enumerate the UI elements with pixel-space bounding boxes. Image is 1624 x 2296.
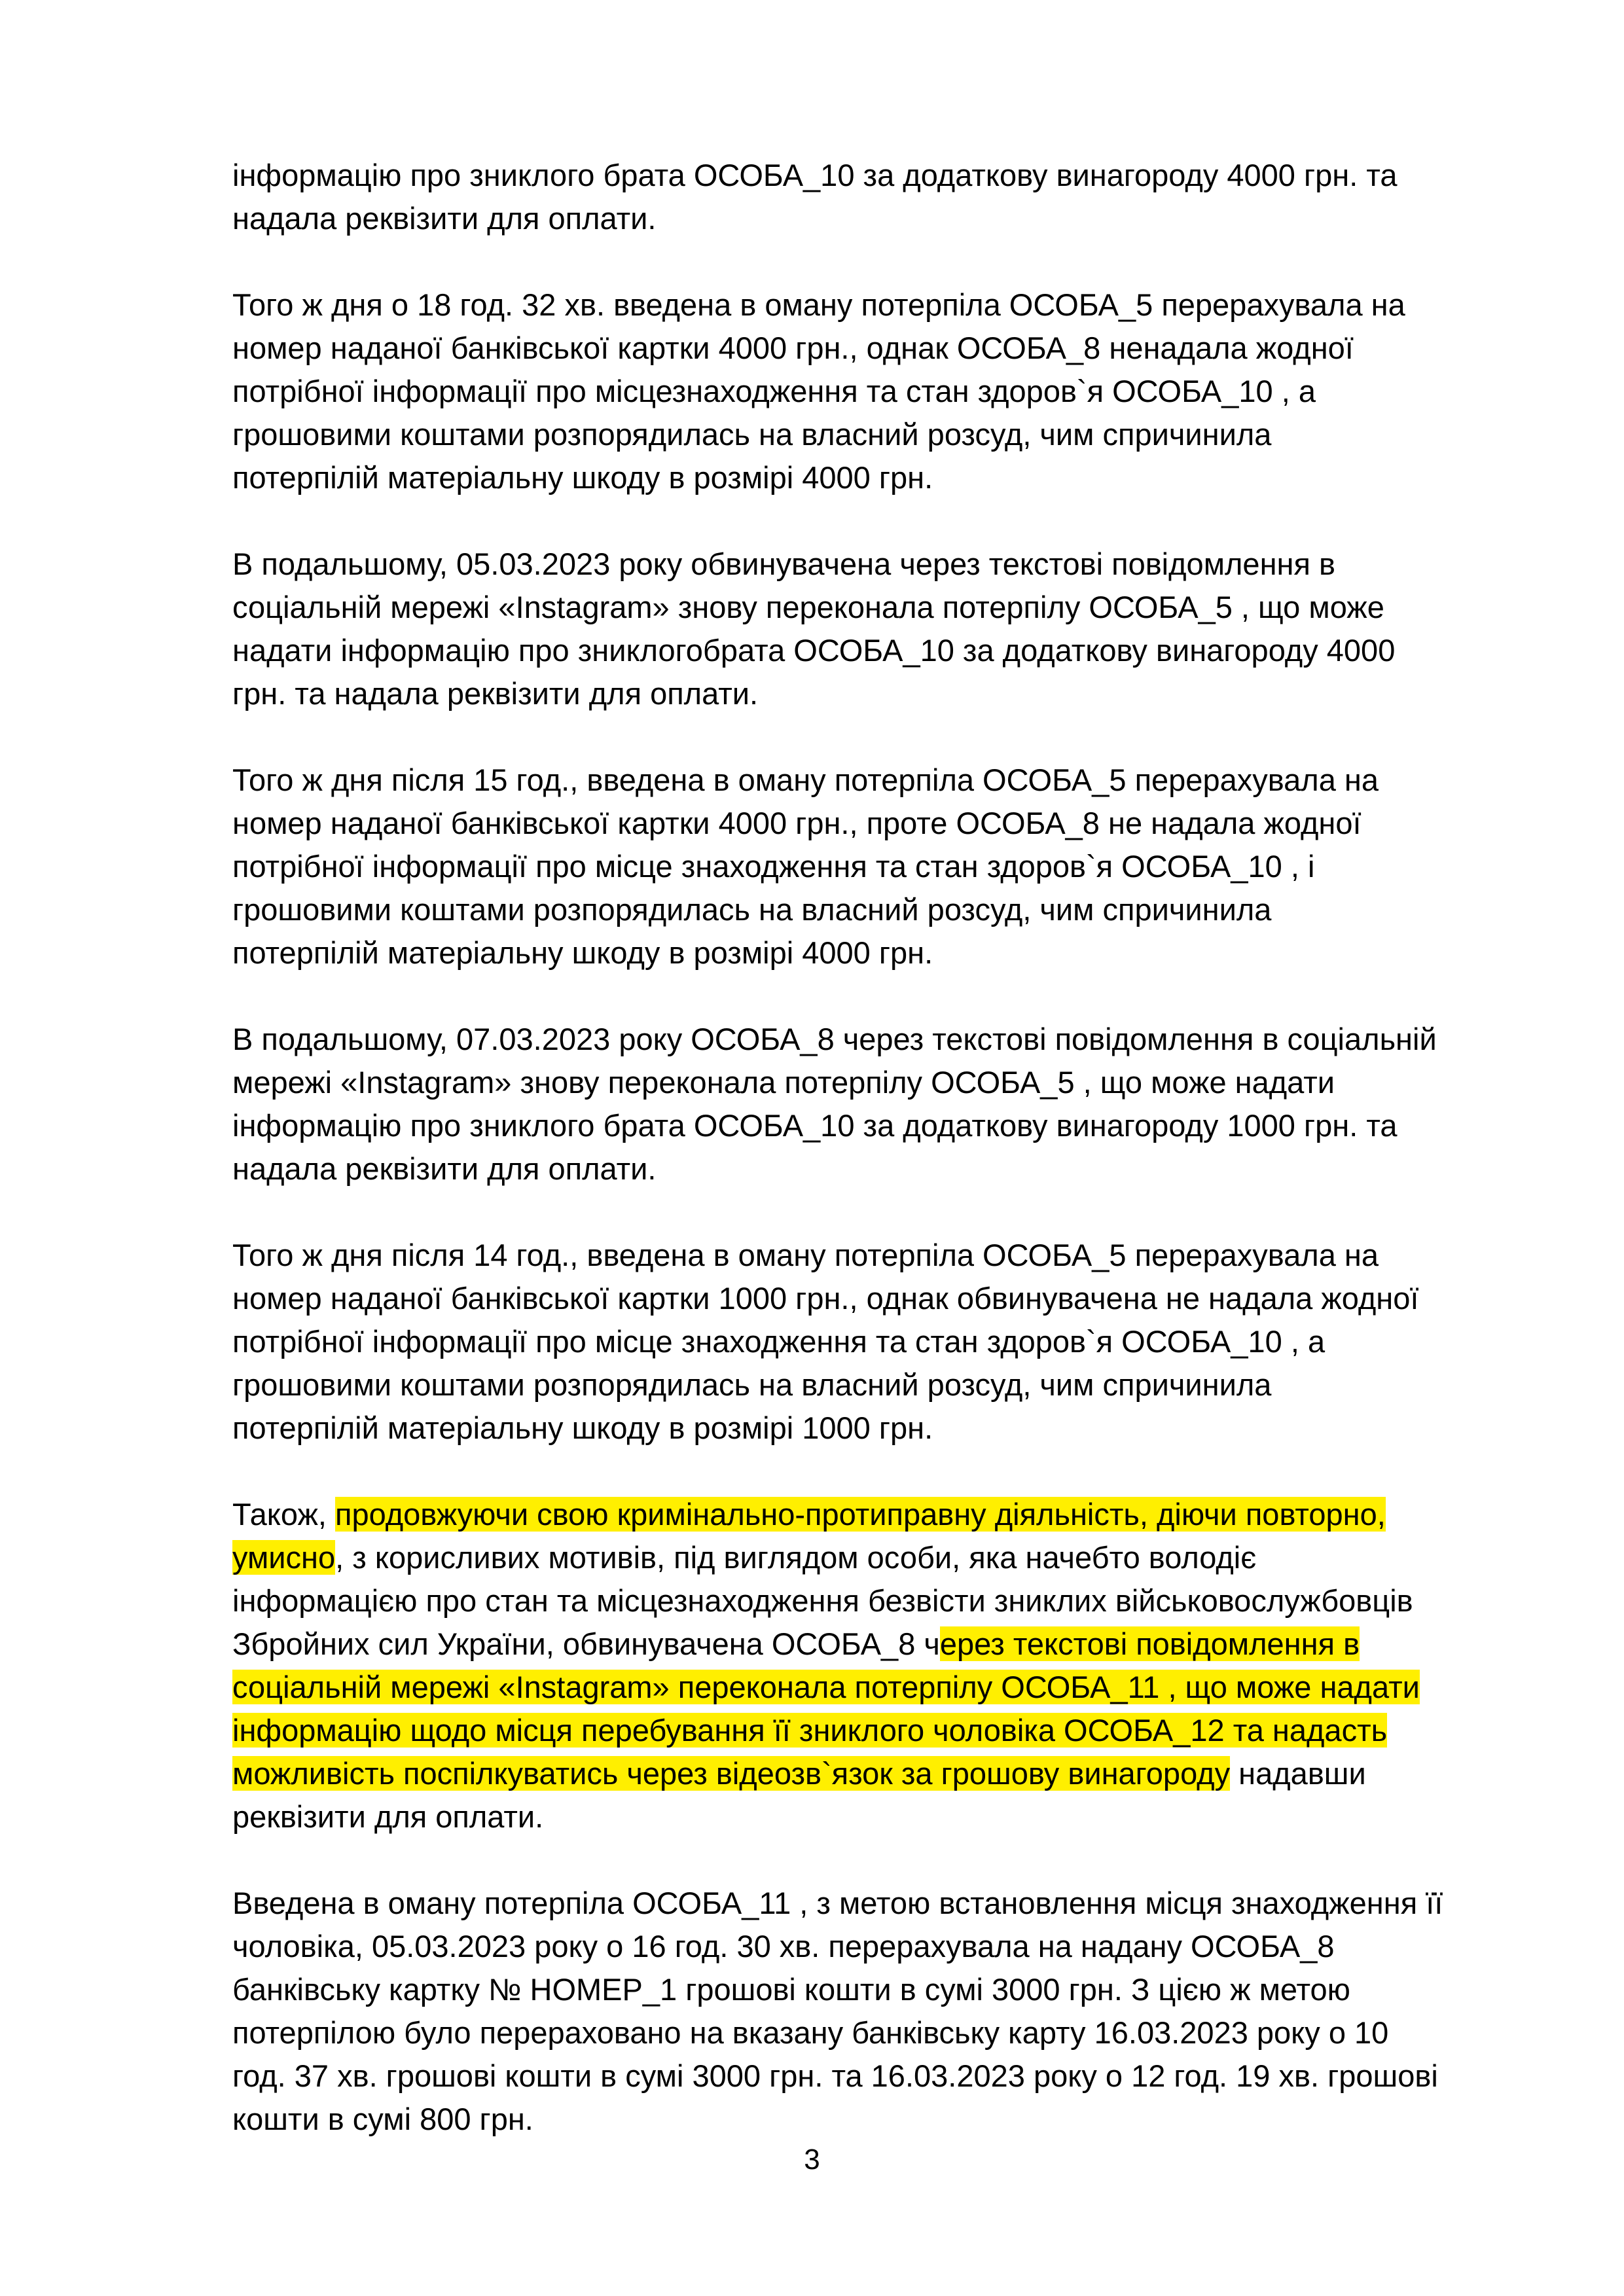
text-line	[232, 1666, 1515, 1709]
text-line: банківську картку № НОМЕР_1 грошові кошти в сумі 3000 грн. З цією ж метою	[232, 1972, 1350, 2007]
highlighted-text: продовжуючи свою кримінально-протиправну діяльність, діючи повторно,	[335, 1497, 1386, 1532]
text-line: потерпілій матеріальну шкоду в розмірі 1000 грн.	[232, 1410, 933, 1445]
paragraph	[232, 154, 1515, 240]
text-line: потрібної інформації про місце знаходження та стан здоров`я ОСОБА_10 , і	[232, 849, 1315, 884]
paragraph	[232, 543, 1515, 715]
paragraph	[232, 1018, 1515, 1191]
text-line: В подальшому, 07.03.2023 року ОСОБА_8 через текстові повідомлення в соціальній	[232, 1022, 1437, 1056]
text-line: Того ж дня о 18 год. 32 хв. введена в оману потерпіла ОСОБА_5 перерахувала на	[232, 287, 1405, 322]
paragraph	[232, 759, 1515, 975]
text-line: інформацію про зниклого брата ОСОБА_10 за додаткову винагороду 1000 грн. та	[232, 1108, 1398, 1143]
paragraph	[232, 283, 1515, 499]
text-line: надала реквізити для оплати.	[232, 1151, 657, 1186]
text-line: год. 37 хв. грошові кошти в сумі 3000 грн. та 16.03.2023 року о 12 год. 19 хв. грошові	[232, 2058, 1438, 2093]
paragraph	[232, 1493, 1515, 1839]
document-body	[232, 154, 1515, 2184]
text-line: Того ж дня після 15 год., введена в оману потерпіла ОСОБА_5 перерахувала на	[232, 762, 1379, 797]
text-segment: надавши	[1230, 1756, 1366, 1791]
text-line: Того ж дня після 14 год., введена в оману потерпіла ОСОБА_5 перерахувала на	[232, 1238, 1379, 1272]
text-line: мережі «Instagram» знову переконала потерпілу ОСОБА_5 , що може надати	[232, 1065, 1335, 1100]
text-line: надала реквізити для оплати.	[232, 201, 657, 236]
text-line	[232, 1493, 1515, 1536]
text-segment: Збройних сил України, обвинувачена ОСОБА_8 ч	[232, 1626, 940, 1661]
text-line: потрібної інформації про місцезнаходження та стан здоров`я ОСОБА_10 , а	[232, 374, 1316, 408]
highlighted-text: можливість поспілкуватись через відеозв`язок за грошову винагороду	[232, 1756, 1231, 1791]
text-line: Введена в оману потерпіла ОСОБА_11 , з метою встановлення місця знаходження її	[232, 1886, 1443, 1920]
text-line	[232, 1709, 1515, 1752]
text-line: потерпілою було перераховано на вказану банківську карту 16.03.2023 року о 10	[232, 2015, 1389, 2050]
paragraph	[232, 1882, 1515, 2141]
text-line: реквізити для оплати.	[232, 1799, 544, 1834]
highlighted-text: інформацію щодо місця перебування її зниклого чоловіка ОСОБА_12 та надасть	[232, 1713, 1388, 1748]
text-line: потерпілій матеріальну шкоду в розмірі 4000 грн.	[232, 460, 933, 495]
text-line: соціальній мережі «Instagram» знову переконала потерпілу ОСОБА_5 , що може	[232, 590, 1384, 624]
text-line: чоловіка, 05.03.2023 року о 16 год. 30 хв. перерахувала на надану ОСОБА_8	[232, 1929, 1335, 1964]
text-line: В подальшому, 05.03.2023 року обвинувачена через текстові повідомлення в	[232, 547, 1335, 581]
text-line: потрібної інформації про місце знаходження та стан здоров`я ОСОБА_10 , а	[232, 1324, 1326, 1359]
highlighted-text: умисно	[232, 1540, 336, 1575]
text-line: номер наданої банківської картки 4000 грн., однак ОСОБА_8 ненадала жодної	[232, 331, 1354, 365]
paragraph	[232, 1234, 1515, 1450]
text-line	[232, 1623, 1515, 1666]
text-line	[232, 1752, 1515, 1795]
text-line: грошовими коштами розпорядилась на власний розсуд, чим спричинила	[232, 417, 1272, 452]
text-line: інформацією про стан та місцезнаходження безвісти зниклих військовослужбовців	[232, 1583, 1413, 1618]
highlighted-text: ерез текстові повідомлення в	[939, 1626, 1360, 1661]
text-segment: , з корисливих мотивів, під виглядом особи, яка начебто володіє	[335, 1540, 1257, 1575]
text-line	[232, 1536, 1515, 1579]
highlighted-text: соціальній мережі «Instagram» переконала потерпілу ОСОБА_11 , що може надати	[232, 1670, 1420, 1704]
text-line: грн. та надала реквізити для оплати.	[232, 676, 759, 711]
text-line: грошовими коштами розпорядилась на власний розсуд, чим спричинила	[232, 1367, 1272, 1402]
text-line: номер наданої банківської картки 1000 грн., однак обвинувачена не надала жодної	[232, 1281, 1419, 1316]
text-line: кошти в сумі 800 грн.	[232, 2102, 533, 2136]
text-line: інформацію про зниклого брата ОСОБА_10 за додаткову винагороду 4000 грн. та	[232, 158, 1398, 192]
page-number: 3	[804, 2144, 820, 2176]
text-line: потерпілій матеріальну шкоду в розмірі 4000 грн.	[232, 935, 933, 970]
text-segment: Також,	[232, 1497, 335, 1532]
text-line: номер наданої банківської картки 4000 грн., проте ОСОБА_8 не надала жодної	[232, 806, 1362, 840]
text-line: грошовими коштами розпорядилась на власний розсуд, чим спричинила	[232, 892, 1272, 927]
text-line: надати інформацію про зниклогобрата ОСОБА_10 за додаткову винагороду 4000	[232, 633, 1396, 668]
